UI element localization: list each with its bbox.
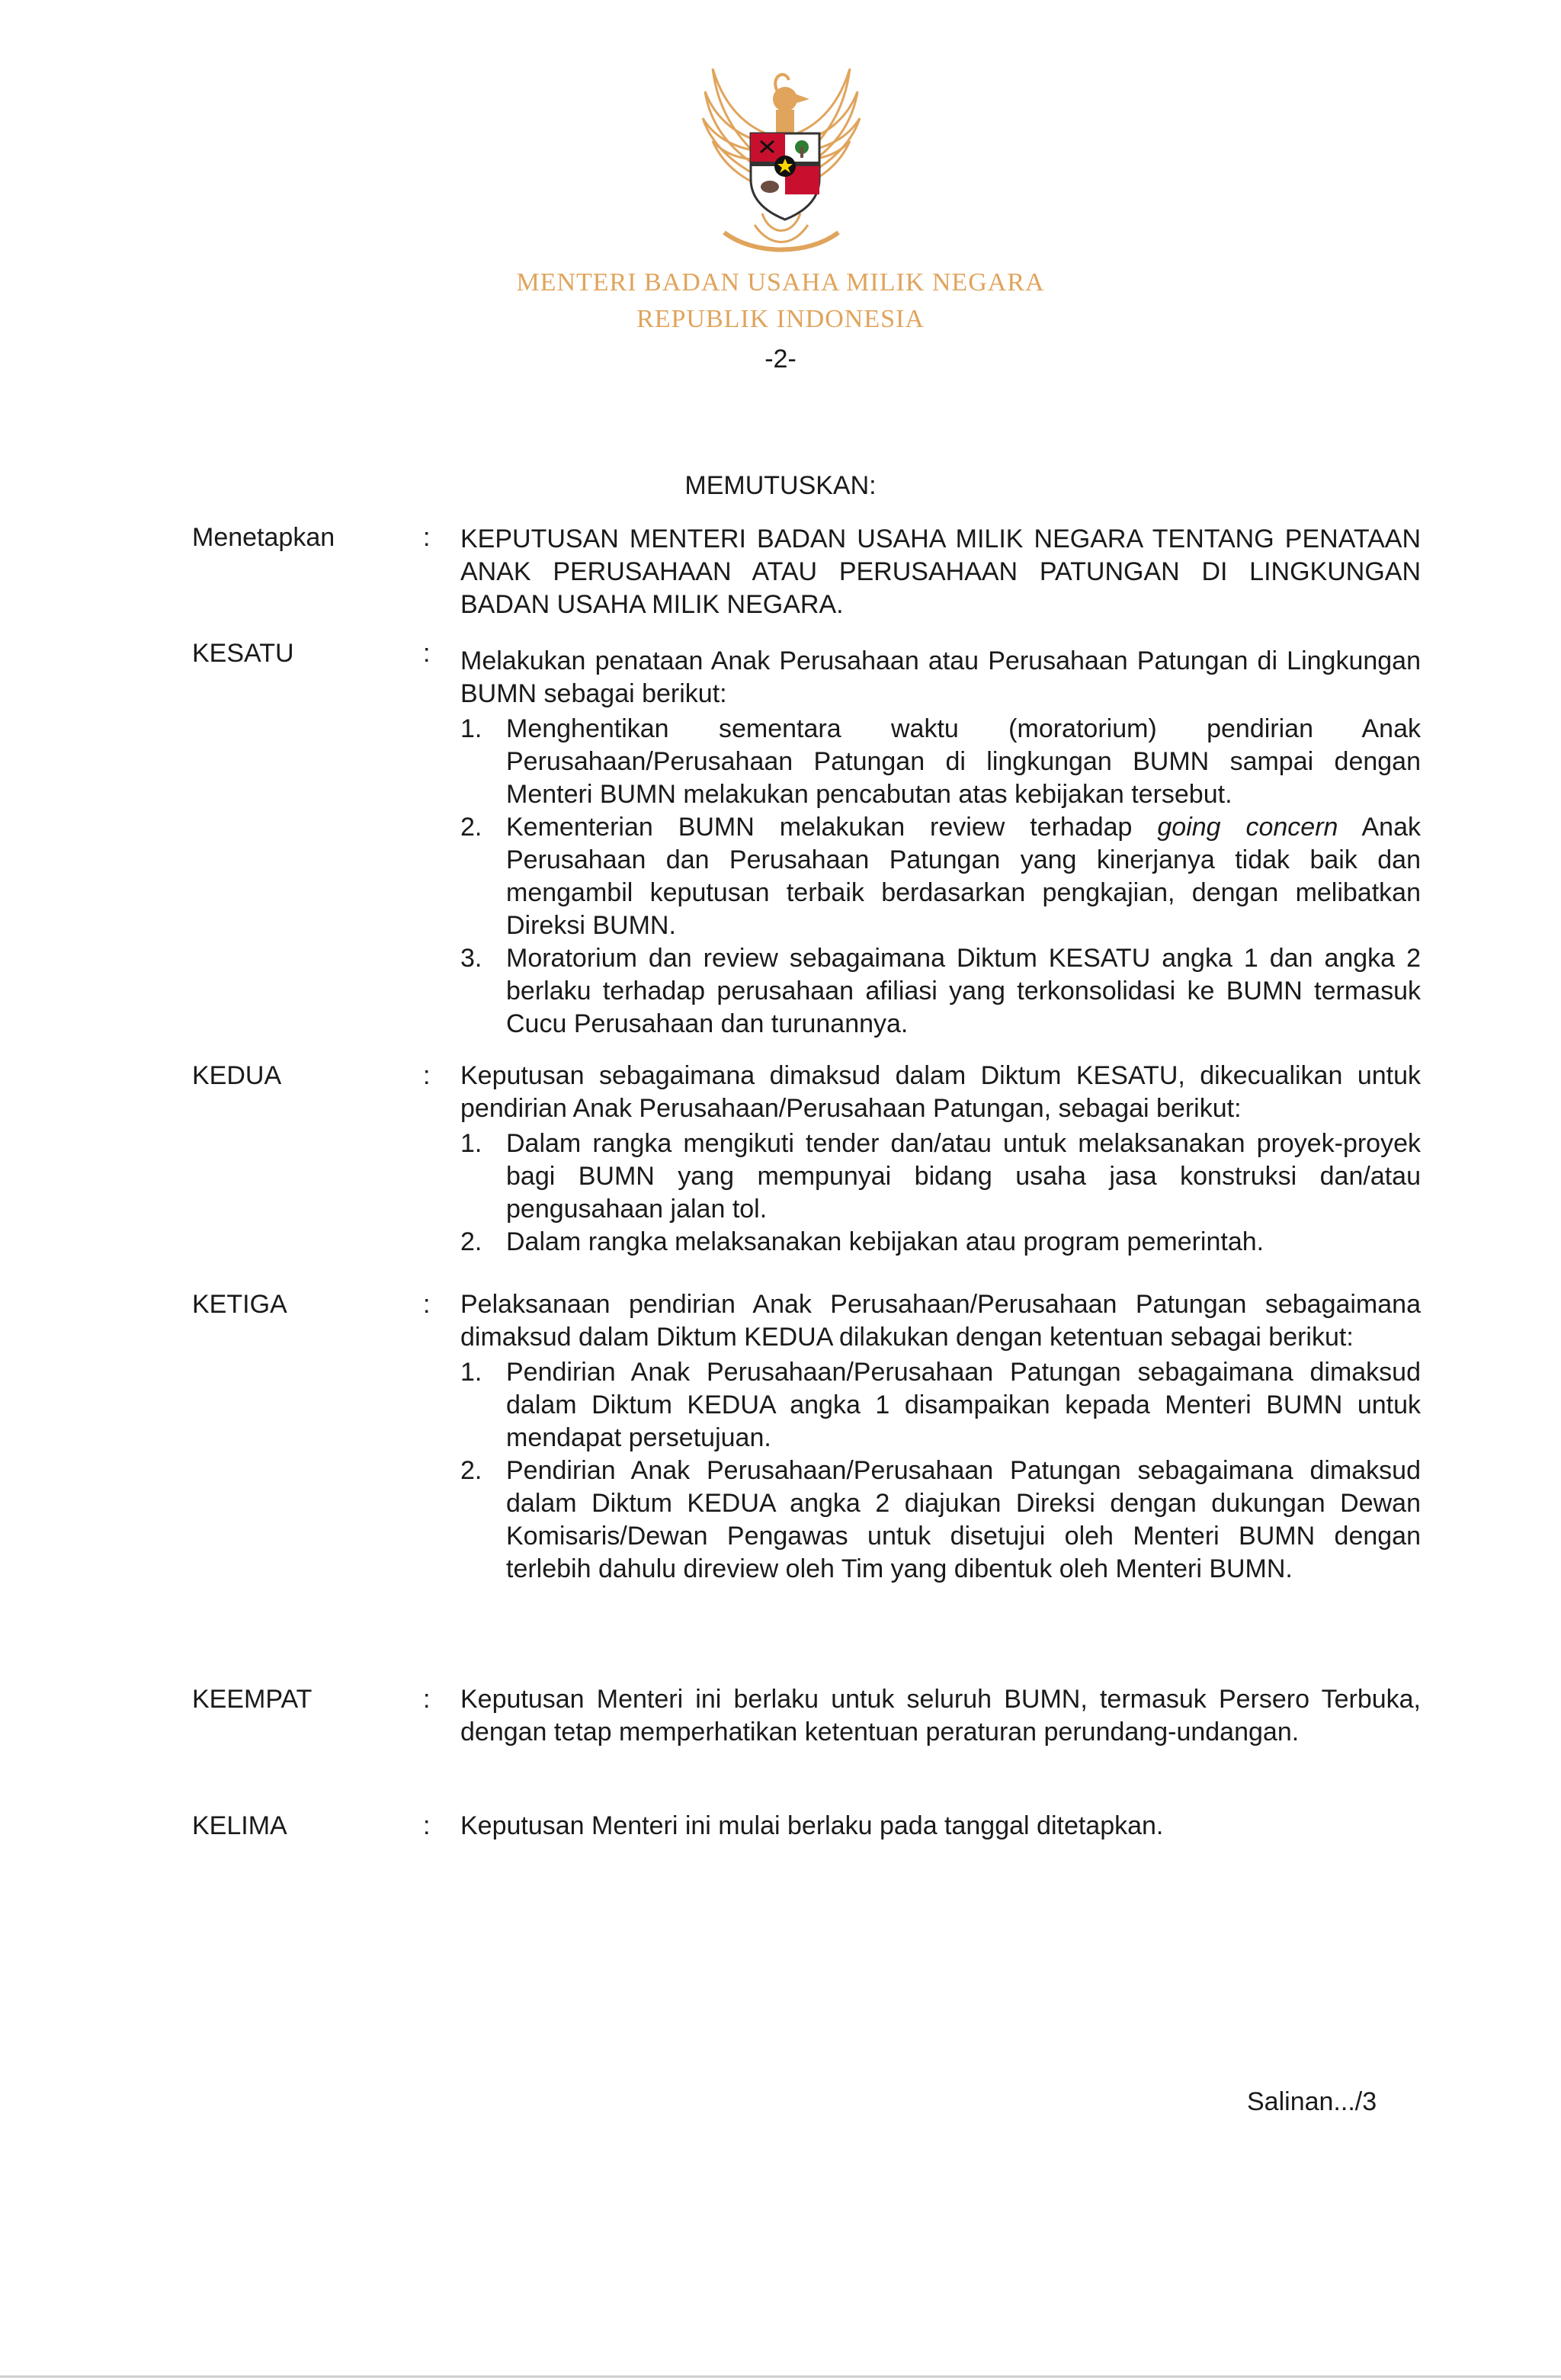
list-item [460,1455,1421,1586]
list-item [460,713,1421,811]
ketiga-content [460,1288,1421,1586]
kedua-content [460,1060,1421,1259]
menetapkan-text-block [460,523,1421,621]
list-item-text-pre: Kementerian BUMN melakukan review terhadap [506,813,1133,842]
list-item-text: Pendirian Anak Perusahaan/Perusahaan Patungan sebagaimana dimaksud dalam Diktum KEDUA angka 1 disampaikan kepada Menteri BUMN untuk mendapat persetujuan. [506,1358,1421,1452]
kedua-colon: : [423,1061,431,1090]
menetapkan-colon: : [423,523,431,552]
kesatu-colon: : [423,639,431,668]
keempat-text-block [460,1683,1421,1749]
kedua-list [460,1127,1421,1259]
list-item [460,811,1421,942]
list-item-text: Dalam rangka mengikuti tender dan/atau untuk melaksanakan proyek-proyek bagi BUMN yang mempunyai bidang usaha jasa konstruksi dan/atau pengusahaan jalan tol. [506,1129,1421,1224]
list-item [460,1127,1421,1226]
list-item [460,942,1421,1041]
ketiga-intro: Pelaksanaan pendirian Anak Perusahaan/Perusahaan Patungan sebagaimana dimaksud dalam Diktum KEDUA dilakukan dengan ketentuan sebagai berikut: [460,1290,1421,1352]
kelima-text: Keputusan Menteri ini mulai berlaku pada tanggal ditetapkan. [460,1811,1164,1840]
list-item-text-italic: going concern [1157,813,1338,842]
list-item-text: Dalam rangka melaksanakan kebijakan atau program pemerintah. [506,1227,1265,1256]
kelima-text-block [460,1810,1421,1843]
list-item-text: Moratorium dan review sebagaimana Diktum KESATU angka 1 dan angka 2 berlaku terhadap perusahaan afiliasi yang terkonsolidasi ke BUMN termasuk Cucu Perusahaan dan turunannya. [506,944,1421,1038]
kelima-label: KELIMA [192,1811,287,1840]
kesatu-intro: Melakukan penataan Anak Perusahaan atau Perusahaan Patungan di Lingkungan BUMN sebagai berikut: [460,646,1421,708]
list-item-number: 1. [460,1129,482,1158]
garuda-emblem-icon [671,46,892,267]
institution-country: REPUBLIK INDONESIA [636,305,925,333]
list-item-number: 2. [460,813,482,842]
list-item-text: Menghentikan sementara waktu (moratorium) pendirian Anak Perusahaan/Perusahaan Patungan di lingkungan BUMN sampai dengan Menteri BUMN melakukan pencabutan atas kebijakan tersebut. [506,714,1421,809]
continuation-note: Salinan.../3 [1247,2087,1377,2116]
decision-heading: MEMUTUSKAN: [684,471,877,500]
ketiga-list [460,1356,1421,1586]
ketiga-colon: : [423,1290,431,1319]
list-item-text-post: Anak Perusahaan dan Perusahaan Patungan yang kinerjanya tidak baik dan mengambil keputusan terbaik berdasarkan pengkajian, dengan melibatkan Direksi BUMN. [506,813,1421,940]
page-number: -2- [764,345,797,374]
menetapkan-label: Menetapkan [192,523,335,552]
list-item-number: 1. [460,1358,482,1387]
kesatu-content [460,645,1421,1041]
kesatu-list [460,713,1421,1041]
keempat-label: KEEMPAT [192,1685,313,1714]
page-bottom-edge [0,2375,1561,2378]
menetapkan-text: KEPUTUSAN MENTERI BADAN USAHA MILIK NEGARA TENTANG PENATAAN ANAK PERUSAHAAN ATAU PERUSAHAAN PATUNGAN DI LINGKUNGAN BADAN USAHA MILIK NEGARA. [460,524,1421,619]
list-item-number: 1. [460,714,482,743]
keempat-colon: : [423,1685,431,1714]
kesatu-label: KESATU [192,639,294,668]
list-item-number: 3. [460,944,482,973]
list-item [460,1356,1421,1455]
list-item-number: 2. [460,1227,482,1256]
list-item [460,1226,1421,1259]
institution-name: MENTERI BADAN USAHA MILIK NEGARA [516,268,1045,297]
kedua-label: KEDUA [192,1061,282,1090]
list-item-text: Pendirian Anak Perusahaan/Perusahaan Patungan sebagaimana dimaksud dalam Diktum KEDUA angka 2 diajukan Direksi dengan dukungan Dewan Komisaris/Dewan Pengawas untuk disetujui oleh Menteri BUMN dengan terlebih dahulu direview oleh Tim yang dibentuk oleh Menteri BUMN. [506,1456,1421,1583]
kedua-intro: Keputusan sebagaimana dimaksud dalam Diktum KESATU, dikecualikan untuk pendirian Anak Perusahaan/Perusahaan Patungan, sebagai berikut: [460,1061,1421,1123]
ketiga-label: KETIGA [192,1290,287,1319]
keempat-text: Keputusan Menteri ini berlaku untuk seluruh BUMN, termasuk Persero Terbuka, dengan tetap memperhatikan ketentuan peraturan perundang-undangan. [460,1685,1421,1747]
kelima-colon: : [423,1811,431,1840]
list-item-number: 2. [460,1456,482,1485]
